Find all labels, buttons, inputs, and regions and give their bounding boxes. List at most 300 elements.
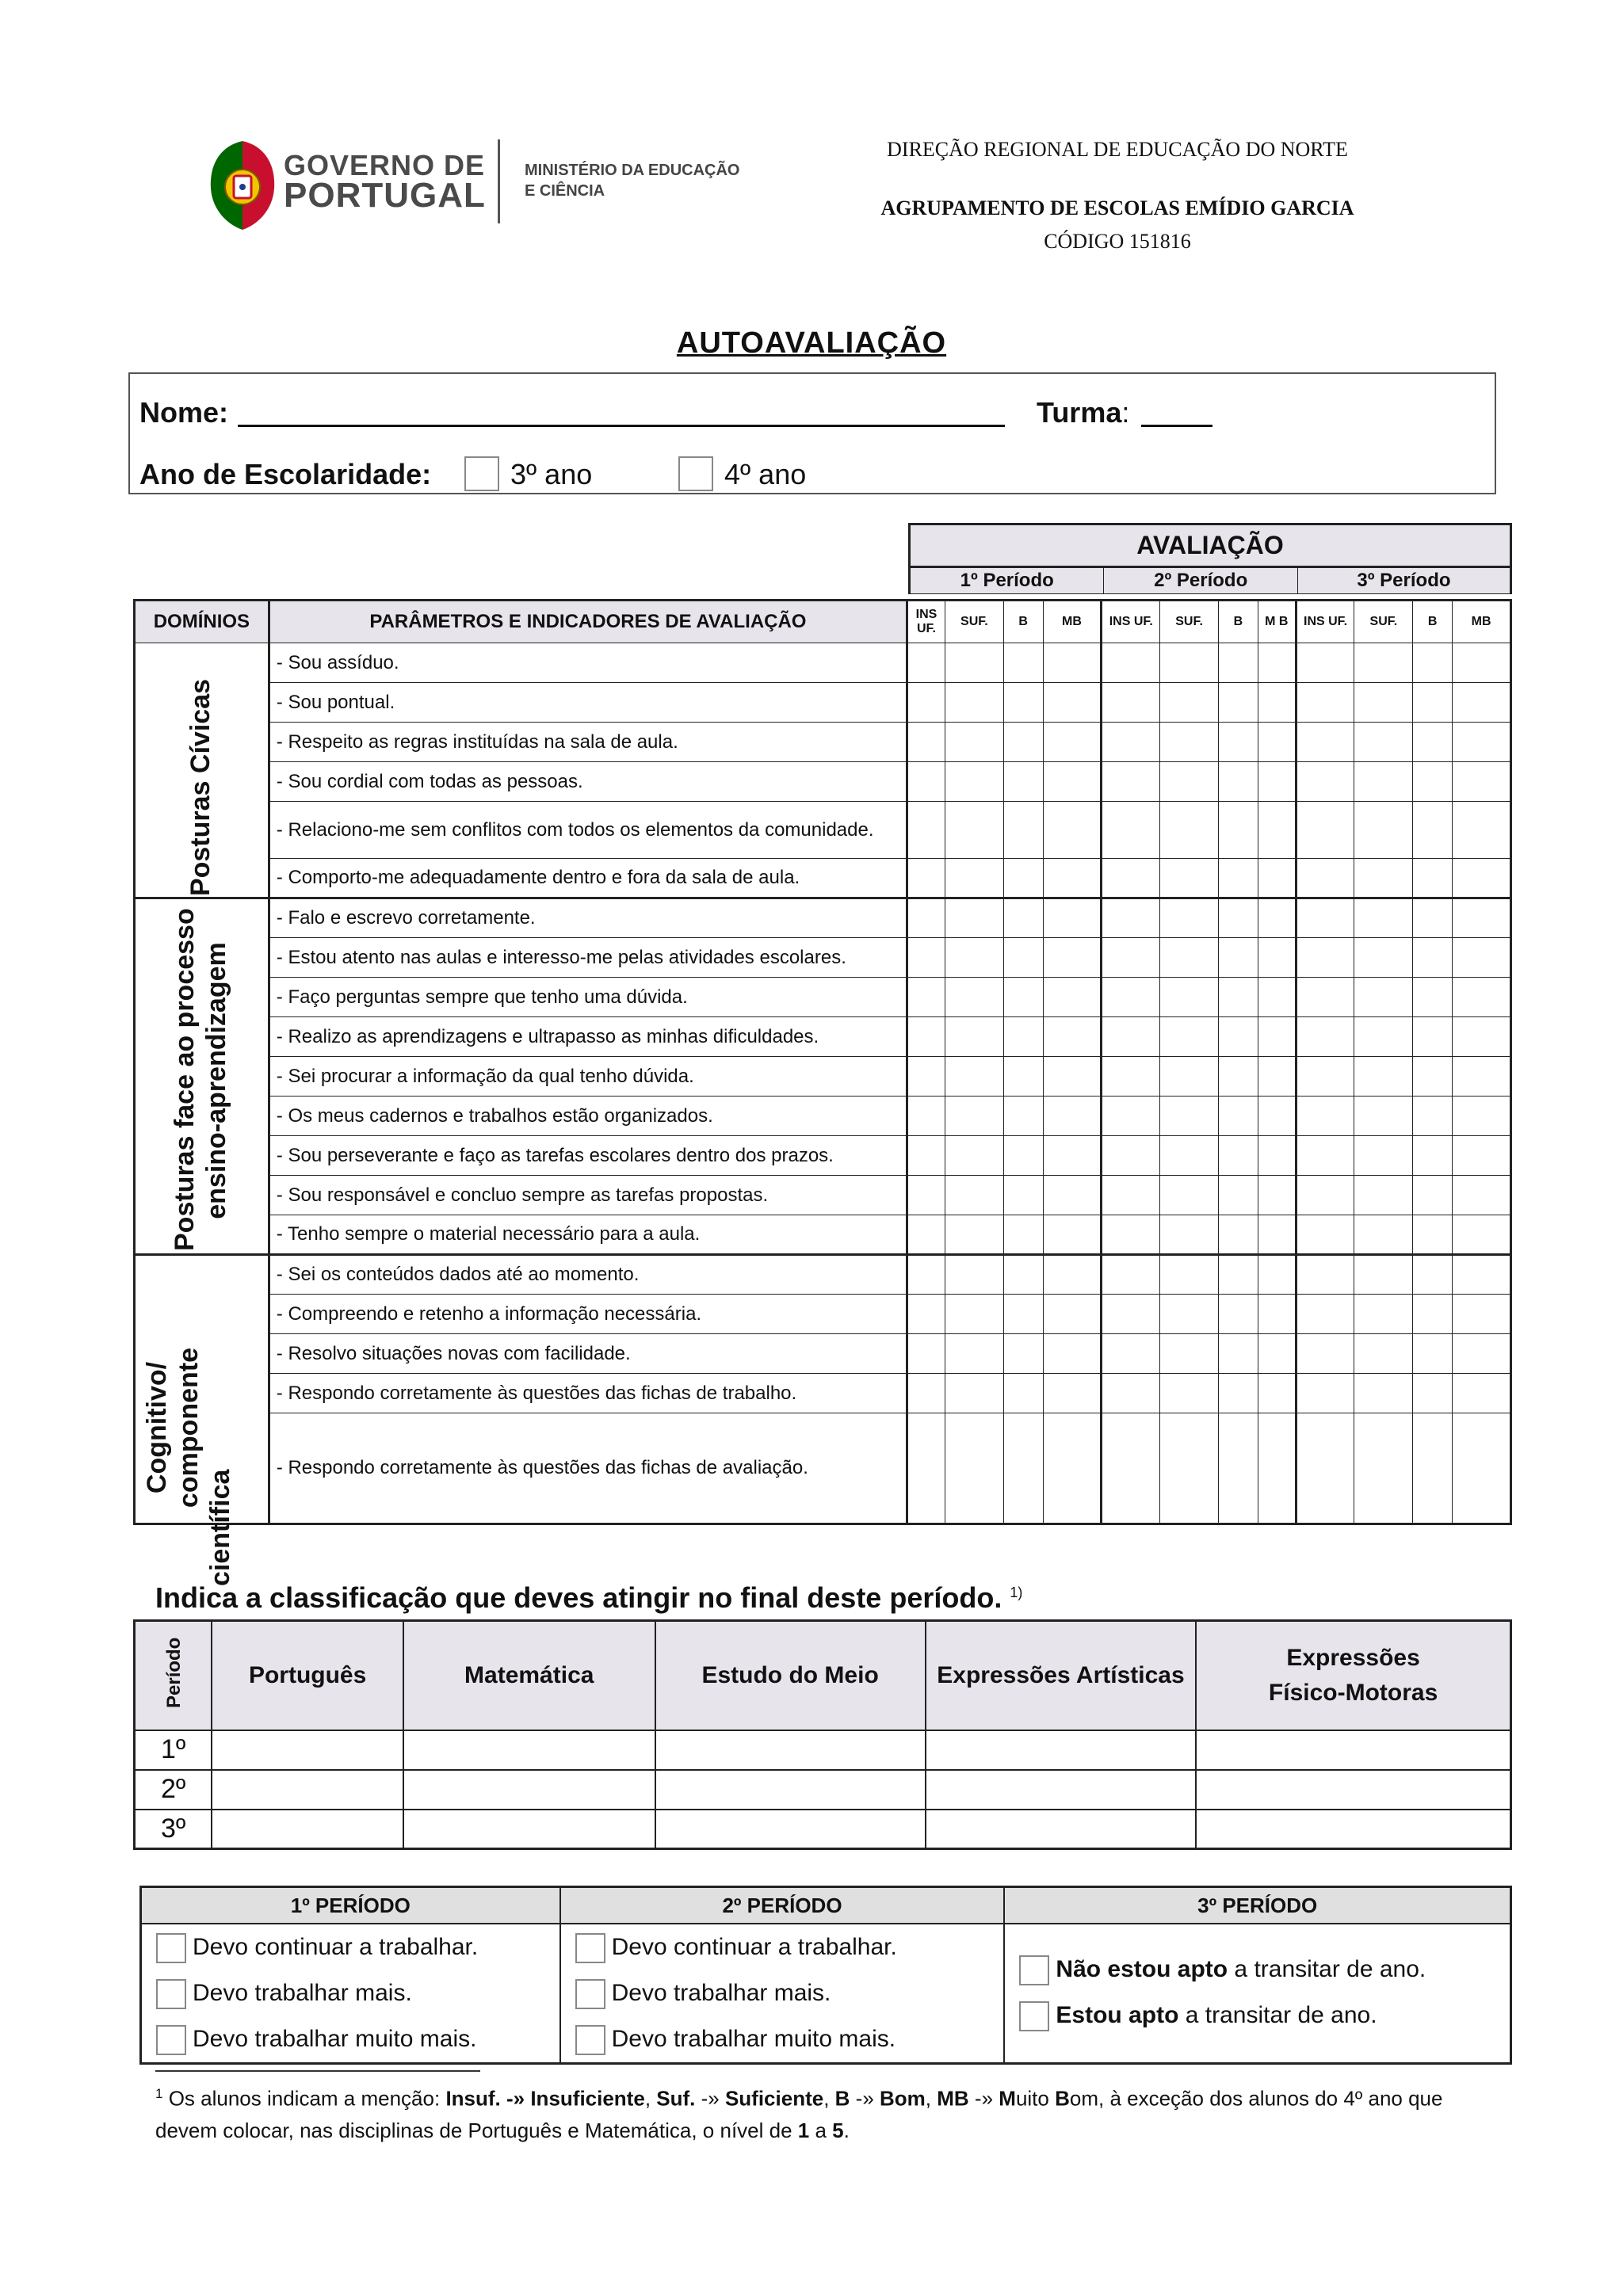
grade-cell[interactable]	[1354, 1334, 1413, 1374]
grade-cell[interactable]	[1296, 643, 1354, 683]
grade-cell[interactable]	[1453, 978, 1511, 1017]
grade-cell[interactable]	[1413, 1255, 1453, 1295]
grade-cell[interactable]	[1258, 643, 1296, 683]
grade-cell[interactable]	[1413, 762, 1453, 802]
grade-cell[interactable]	[1296, 1413, 1354, 1524]
grade-cell[interactable]	[907, 1017, 945, 1057]
grade-cell[interactable]	[1354, 1215, 1413, 1255]
grade-cell[interactable]	[1043, 1334, 1102, 1374]
grade-cell[interactable]	[1219, 1334, 1258, 1374]
grade-cell[interactable]	[1453, 643, 1511, 683]
grade-cell[interactable]	[1043, 1136, 1102, 1176]
grade-cell[interactable]	[1003, 1334, 1043, 1374]
grade-cell[interactable]	[1003, 1413, 1043, 1524]
class-cell[interactable]	[212, 1730, 403, 1770]
grade-cell[interactable]	[1160, 859, 1219, 898]
grade-cell[interactable]	[1219, 1295, 1258, 1334]
grade-cell[interactable]	[1003, 1097, 1043, 1136]
grade-cell[interactable]	[1219, 1017, 1258, 1057]
grade-cell[interactable]	[1453, 1334, 1511, 1374]
fn-t8: uito	[1015, 2086, 1056, 2111]
grade-cell[interactable]	[945, 1413, 1003, 1524]
grade-cell[interactable]	[945, 762, 1003, 802]
grade-cell[interactable]	[1258, 1413, 1296, 1524]
grade-cell[interactable]	[1003, 938, 1043, 978]
class-cell[interactable]	[403, 1810, 655, 1849]
p1-ins-header: INS UF.	[907, 601, 945, 643]
grade-cell[interactable]	[1160, 898, 1219, 938]
grade-cell[interactable]	[1043, 1057, 1102, 1097]
grade-cell[interactable]	[907, 898, 945, 938]
grade-cell[interactable]	[1258, 898, 1296, 938]
year-4-checkbox[interactable]	[678, 456, 713, 491]
grade-cell[interactable]	[1296, 859, 1354, 898]
checkbox[interactable]	[156, 1979, 186, 2009]
grade-cell[interactable]	[1219, 859, 1258, 898]
grade-cell[interactable]	[1003, 762, 1043, 802]
checkbox[interactable]	[1019, 2001, 1049, 2031]
grade-cell[interactable]	[1102, 1057, 1160, 1097]
class-cell[interactable]	[1196, 1770, 1510, 1810]
grade-cell[interactable]	[945, 1176, 1003, 1215]
fn-b8: B	[1055, 2086, 1070, 2111]
indicator-row	[135, 1097, 1511, 1136]
grade-cell[interactable]	[1003, 1176, 1043, 1215]
p1-mb-header: MB	[1043, 601, 1102, 643]
grade-cell[interactable]	[1043, 1413, 1102, 1524]
grade-cell[interactable]	[907, 1295, 945, 1334]
grade-cell[interactable]	[1003, 1017, 1043, 1057]
grade-cell[interactable]	[945, 802, 1003, 859]
grade-cell[interactable]	[1043, 762, 1102, 802]
grade-cell[interactable]	[1413, 1057, 1453, 1097]
class-row-1-label: 1º	[135, 1730, 212, 1770]
grade-cell[interactable]	[1354, 1413, 1413, 1524]
grade-cell[interactable]	[945, 1057, 1003, 1097]
grade-cell[interactable]	[1296, 723, 1354, 762]
grade-cell[interactable]	[1354, 1097, 1413, 1136]
grade-cell[interactable]	[1453, 859, 1511, 898]
grade-cell[interactable]	[1003, 1255, 1043, 1295]
grade-cell[interactable]	[1296, 1295, 1354, 1334]
grade-cell[interactable]	[1453, 898, 1511, 938]
grade-cell[interactable]	[1102, 898, 1160, 938]
grade-cell[interactable]	[1043, 802, 1102, 859]
grade-cell[interactable]	[1160, 643, 1219, 683]
grade-cell[interactable]	[1354, 898, 1413, 938]
grade-cell[interactable]	[907, 1413, 945, 1524]
grade-cell[interactable]	[1160, 1295, 1219, 1334]
grade-cell[interactable]	[1453, 1176, 1511, 1215]
grade-cell[interactable]	[945, 1334, 1003, 1374]
grade-cell[interactable]	[1413, 938, 1453, 978]
grade-cell[interactable]	[1160, 978, 1219, 1017]
grade-cell[interactable]	[1003, 802, 1043, 859]
grade-cell[interactable]	[1043, 1255, 1102, 1295]
grade-cell[interactable]	[1453, 1255, 1511, 1295]
grade-cell[interactable]	[945, 683, 1003, 723]
grade-cell[interactable]	[1413, 898, 1453, 938]
grade-cell[interactable]	[1453, 1215, 1511, 1255]
grade-cell[interactable]	[1453, 762, 1511, 802]
grade-cell[interactable]	[1413, 643, 1453, 683]
year-3-checkbox[interactable]	[464, 456, 499, 491]
grade-cell[interactable]	[1102, 1136, 1160, 1176]
grade-cell[interactable]	[1102, 1413, 1160, 1524]
grade-cell[interactable]	[1043, 1176, 1102, 1215]
grade-cell[interactable]	[1413, 978, 1453, 1017]
grade-cell[interactable]	[1160, 762, 1219, 802]
grade-cell[interactable]	[1258, 1017, 1296, 1057]
summary-p3-option-not-apt[interactable]	[1005, 1947, 1510, 1993]
grade-cell[interactable]	[1160, 1097, 1219, 1136]
grade-cell[interactable]	[1413, 1017, 1453, 1057]
grade-cell[interactable]	[1296, 1255, 1354, 1295]
grade-cell[interactable]	[1219, 723, 1258, 762]
checkbox[interactable]	[156, 2025, 186, 2055]
grade-cell[interactable]	[1219, 762, 1258, 802]
grade-cell[interactable]	[1003, 1215, 1043, 1255]
grade-cell[interactable]	[1413, 1413, 1453, 1524]
grade-cell[interactable]	[1296, 1176, 1354, 1215]
fn-t4: ,	[823, 2086, 835, 2111]
grade-cell[interactable]	[945, 898, 1003, 938]
grade-cell[interactable]	[1102, 1334, 1160, 1374]
checkbox[interactable]	[575, 1933, 605, 1963]
grade-cell[interactable]	[1160, 1176, 1219, 1215]
grade-cell[interactable]	[1160, 1017, 1219, 1057]
grade-cell[interactable]	[1219, 1176, 1258, 1215]
grade-cell[interactable]	[907, 643, 945, 683]
checkbox[interactable]	[575, 2025, 605, 2055]
grade-cell[interactable]	[1413, 723, 1453, 762]
grade-cell[interactable]	[1258, 1057, 1296, 1097]
fn-t2: ,	[644, 2086, 657, 2111]
grade-cell[interactable]	[1354, 1136, 1413, 1176]
grade-cell[interactable]	[945, 1097, 1003, 1136]
grade-cell[interactable]	[1160, 1413, 1219, 1524]
grade-cell[interactable]	[907, 683, 945, 723]
grade-cell[interactable]	[1160, 683, 1219, 723]
grade-cell[interactable]	[907, 1057, 945, 1097]
grade-cell[interactable]	[945, 1017, 1003, 1057]
grade-cell[interactable]	[1003, 723, 1043, 762]
grade-cell[interactable]	[1413, 1334, 1453, 1374]
indicator-row	[135, 723, 1511, 762]
grade-cell[interactable]	[907, 1374, 945, 1413]
grade-cell[interactable]	[945, 643, 1003, 683]
grade-cell[interactable]	[1003, 978, 1043, 1017]
grade-cell[interactable]	[907, 723, 945, 762]
grade-cell[interactable]	[1160, 1374, 1219, 1413]
grade-cell[interactable]	[1258, 683, 1296, 723]
grade-cell[interactable]	[1296, 762, 1354, 802]
grade-cell[interactable]	[1413, 1136, 1453, 1176]
summary-p3-header: 3º PERÍODO	[1004, 1887, 1510, 1924]
class-cell[interactable]	[926, 1810, 1196, 1849]
grade-cell[interactable]	[1413, 859, 1453, 898]
name-field[interactable]	[238, 425, 1005, 427]
grade-cell[interactable]	[1102, 1255, 1160, 1295]
grade-cell[interactable]	[1296, 1136, 1354, 1176]
grade-cell[interactable]	[1354, 802, 1413, 859]
grade-cell[interactable]	[1354, 643, 1413, 683]
grade-cell[interactable]	[1219, 1255, 1258, 1295]
summary-p2-option[interactable]	[561, 2016, 1004, 2062]
grade-cell[interactable]	[1413, 1176, 1453, 1215]
grade-cell[interactable]	[907, 859, 945, 898]
summary-p1-option[interactable]	[142, 1924, 559, 1970]
class-cell[interactable]	[212, 1770, 403, 1810]
grade-cell[interactable]	[945, 723, 1003, 762]
class-cell[interactable]	[1196, 1810, 1510, 1849]
summary-p3-option-apt[interactable]	[1005, 1993, 1510, 2039]
class-cell[interactable]	[403, 1770, 655, 1810]
grade-cell[interactable]	[1043, 643, 1102, 683]
grade-cell[interactable]	[1102, 1017, 1160, 1057]
class-cell[interactable]	[926, 1770, 1196, 1810]
grade-cell[interactable]	[1219, 978, 1258, 1017]
grade-cell[interactable]	[907, 1136, 945, 1176]
evaluation-header	[908, 523, 1512, 594]
grade-cell[interactable]	[1043, 1295, 1102, 1334]
grade-cell[interactable]	[1160, 938, 1219, 978]
grade-cell[interactable]	[1219, 938, 1258, 978]
grade-cell[interactable]	[1043, 683, 1102, 723]
grade-cell[interactable]	[1258, 1176, 1296, 1215]
grade-cell[interactable]	[1258, 1295, 1296, 1334]
grade-cell[interactable]	[1043, 859, 1102, 898]
grade-cell[interactable]	[1354, 762, 1413, 802]
grade-cell[interactable]	[907, 1176, 945, 1215]
grade-cell[interactable]	[1043, 723, 1102, 762]
grade-cell[interactable]	[1160, 1334, 1219, 1374]
grade-cell[interactable]	[1296, 1017, 1354, 1057]
grade-cell[interactable]	[1258, 1136, 1296, 1176]
grade-cell[interactable]	[1453, 1295, 1511, 1334]
grade-cell[interactable]	[1354, 683, 1413, 723]
indicator-row	[135, 1057, 1511, 1097]
p1-b-header: B	[1003, 601, 1043, 643]
class-cell[interactable]	[926, 1730, 1196, 1770]
grade-cell[interactable]	[945, 978, 1003, 1017]
grade-cell[interactable]	[1160, 1057, 1219, 1097]
grade-cell[interactable]	[1003, 1136, 1043, 1176]
grade-cell[interactable]	[1296, 802, 1354, 859]
grade-cell[interactable]	[1453, 723, 1511, 762]
grade-cell[interactable]	[1003, 1295, 1043, 1334]
subject-expressoes-fisico-motoras	[1196, 1621, 1510, 1730]
grade-cell[interactable]	[1453, 938, 1511, 978]
grade-cell[interactable]	[1160, 1255, 1219, 1295]
grade-cell[interactable]	[1160, 1136, 1219, 1176]
indicator-row	[135, 683, 1511, 723]
grade-cell[interactable]	[945, 938, 1003, 978]
grade-cell[interactable]	[945, 1374, 1003, 1413]
summary-p1-option[interactable]	[142, 1970, 559, 2016]
grade-cell[interactable]	[1160, 1215, 1219, 1255]
grade-cell[interactable]	[1043, 1017, 1102, 1057]
grade-cell[interactable]	[1296, 898, 1354, 938]
grade-cell[interactable]	[1102, 802, 1160, 859]
grade-cell[interactable]	[1160, 723, 1219, 762]
grade-cell[interactable]	[1102, 723, 1160, 762]
grade-cell[interactable]	[1413, 1295, 1453, 1334]
grade-cell[interactable]	[1003, 683, 1043, 723]
grade-cell[interactable]	[1354, 859, 1413, 898]
grade-cell[interactable]	[1413, 1374, 1453, 1413]
footnote-number: 1	[155, 2086, 163, 2101]
year-4-label: 4º ano	[724, 458, 807, 490]
grade-cell[interactable]	[1296, 938, 1354, 978]
grade-cell[interactable]	[1219, 802, 1258, 859]
grade-cell[interactable]	[945, 1295, 1003, 1334]
grade-cell[interactable]	[1219, 898, 1258, 938]
indicator-text: - Sou responsável e concluo sempre as tarefas propostas.	[269, 1176, 907, 1215]
grade-cell[interactable]	[1258, 1097, 1296, 1136]
grade-cell[interactable]	[1102, 643, 1160, 683]
grade-cell[interactable]	[1102, 938, 1160, 978]
class-cell[interactable]	[212, 1810, 403, 1849]
summary-p2-option[interactable]	[561, 1924, 1004, 1970]
grade-cell[interactable]	[1258, 1255, 1296, 1295]
grade-cell[interactable]	[1102, 978, 1160, 1017]
grade-cell[interactable]	[1354, 1176, 1413, 1215]
grade-cell[interactable]	[1003, 898, 1043, 938]
grade-cell[interactable]	[1258, 859, 1296, 898]
grade-cell[interactable]	[1453, 683, 1511, 723]
grade-cell[interactable]	[1102, 1215, 1160, 1255]
grade-cell[interactable]	[1453, 1374, 1511, 1413]
option-label: Devo continuar a trabalhar.	[193, 1934, 479, 1960]
grade-cell[interactable]	[1413, 802, 1453, 859]
grade-cell[interactable]	[1258, 978, 1296, 1017]
grade-cell[interactable]	[1003, 859, 1043, 898]
grade-cell[interactable]	[1354, 1255, 1413, 1295]
grade-cell[interactable]	[1043, 1215, 1102, 1255]
logo-divider	[498, 139, 500, 223]
grade-cell[interactable]	[1160, 802, 1219, 859]
grade-cell[interactable]	[1219, 1136, 1258, 1176]
grade-cell[interactable]	[1003, 643, 1043, 683]
grade-cell[interactable]	[1219, 1057, 1258, 1097]
grade-cell[interactable]	[907, 1215, 945, 1255]
class-cell[interactable]	[655, 1810, 926, 1849]
grade-cell[interactable]	[1219, 683, 1258, 723]
grade-cell[interactable]	[1258, 723, 1296, 762]
summary-p1-option[interactable]	[142, 2016, 559, 2062]
grade-cell[interactable]	[1043, 1097, 1102, 1136]
grade-cell[interactable]	[1354, 1057, 1413, 1097]
grade-cell[interactable]	[1453, 1097, 1511, 1136]
grade-cell[interactable]	[1102, 859, 1160, 898]
grade-cell[interactable]	[1296, 978, 1354, 1017]
grade-cell[interactable]	[1003, 1374, 1043, 1413]
grade-cell[interactable]	[1453, 802, 1511, 859]
grade-cell[interactable]	[907, 938, 945, 978]
indicator-text: - Falo e escrevo corretamente.	[269, 898, 907, 938]
grade-cell[interactable]	[1354, 938, 1413, 978]
grade-cell[interactable]	[1003, 1057, 1043, 1097]
grade-cell[interactable]	[945, 1136, 1003, 1176]
grade-cell[interactable]	[1258, 802, 1296, 859]
grade-cell[interactable]	[1043, 978, 1102, 1017]
grade-cell[interactable]	[1354, 1017, 1413, 1057]
class-field[interactable]	[1141, 425, 1212, 427]
class-cell[interactable]	[403, 1730, 655, 1770]
grade-cell[interactable]	[1453, 1017, 1511, 1057]
grade-cell[interactable]	[1296, 1374, 1354, 1413]
grade-cell[interactable]	[1102, 762, 1160, 802]
class-cell[interactable]	[655, 1730, 926, 1770]
grade-cell[interactable]	[1219, 1413, 1258, 1524]
grade-cell[interactable]	[1354, 723, 1413, 762]
grade-cell[interactable]	[907, 1334, 945, 1374]
summary-p2-option[interactable]	[561, 1970, 1004, 2016]
checkbox[interactable]	[575, 1979, 605, 2009]
grade-cell[interactable]	[1219, 1374, 1258, 1413]
grade-cell[interactable]	[1043, 938, 1102, 978]
grade-cell[interactable]	[1296, 1057, 1354, 1097]
grade-cell[interactable]	[907, 1097, 945, 1136]
grade-cell[interactable]	[1258, 938, 1296, 978]
grade-cell[interactable]	[1354, 1295, 1413, 1334]
grade-cell[interactable]	[1043, 898, 1102, 938]
grade-cell[interactable]	[1354, 978, 1413, 1017]
grade-cell[interactable]	[1413, 1215, 1453, 1255]
summary-p2-options	[560, 1924, 1005, 2064]
grade-cell[interactable]	[1102, 1176, 1160, 1215]
grade-cell[interactable]	[1354, 1374, 1413, 1413]
grade-cell[interactable]	[945, 859, 1003, 898]
grade-cell[interactable]	[1219, 1097, 1258, 1136]
grade-cell[interactable]	[1219, 1215, 1258, 1255]
grade-cell[interactable]	[907, 762, 945, 802]
checkbox[interactable]	[1019, 1955, 1049, 1985]
grade-cell[interactable]	[1413, 683, 1453, 723]
class-cell[interactable]	[1196, 1730, 1510, 1770]
grade-cell[interactable]	[1413, 1097, 1453, 1136]
grade-cell[interactable]	[907, 802, 945, 859]
class-cell[interactable]	[655, 1770, 926, 1810]
summary-p3-options	[1004, 1924, 1510, 2064]
grade-cell[interactable]	[1296, 1097, 1354, 1136]
grade-cell[interactable]	[1453, 1136, 1511, 1176]
grade-cell[interactable]	[1258, 762, 1296, 802]
grade-cell[interactable]	[907, 978, 945, 1017]
grade-cell[interactable]	[1102, 683, 1160, 723]
grade-cell[interactable]	[1258, 1374, 1296, 1413]
grade-cell[interactable]	[1102, 1295, 1160, 1334]
grade-cell[interactable]	[945, 1255, 1003, 1295]
grade-cell[interactable]	[1219, 643, 1258, 683]
grade-cell[interactable]	[1296, 1334, 1354, 1374]
grade-cell[interactable]	[1043, 1374, 1102, 1413]
grade-cell[interactable]	[1102, 1374, 1160, 1413]
grade-cell[interactable]	[1453, 1057, 1511, 1097]
indicator-row	[135, 762, 1511, 802]
grade-cell[interactable]	[1453, 1413, 1511, 1524]
grade-cell[interactable]	[1258, 1334, 1296, 1374]
grade-cell[interactable]	[945, 1215, 1003, 1255]
grade-cell[interactable]	[1296, 683, 1354, 723]
grade-cell[interactable]	[1258, 1215, 1296, 1255]
checkbox[interactable]	[156, 1933, 186, 1963]
grade-cell[interactable]	[1296, 1215, 1354, 1255]
subject-expressoes-artisticas: Expressões Artísticas	[926, 1621, 1196, 1730]
grade-cell[interactable]	[1102, 1097, 1160, 1136]
grade-cell[interactable]	[907, 1255, 945, 1295]
